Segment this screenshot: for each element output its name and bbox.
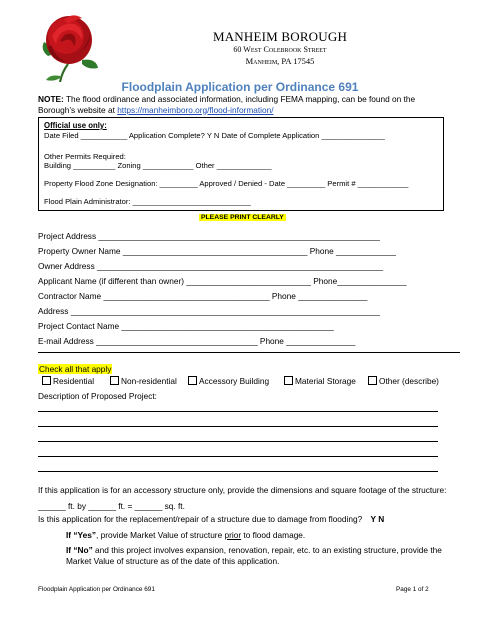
email-address-field[interactable]: E-mail Address ___________________________________ Phone _______________	[38, 336, 356, 346]
print-notice: PLEASE PRINT CLEARLY	[201, 214, 284, 221]
if-yes-prior: prior	[224, 530, 242, 540]
option-residential[interactable]	[42, 376, 94, 386]
project-contact-field[interactable]: Project Contact Name ______________________________________________	[38, 321, 334, 331]
if-no-instruction	[66, 545, 446, 567]
residential-checkbox[interactable]	[42, 376, 51, 385]
other-label: Other (describe)	[379, 376, 439, 386]
accessory-structure-text: If this application is for an accessory structure only, provide the dimensions and square footage of the structure: ______ ft. by ______ ft. = ______ sq. ft.	[38, 485, 447, 511]
property-owner-field[interactable]: Property Owner Name ________________________________________ Phone _____________	[38, 246, 397, 256]
form-title: Floodplain Application per Ordinance 691	[121, 80, 359, 94]
note-paragraph	[38, 94, 448, 115]
official-row-date: Date Filed ___________ Application Complete? Y N Date of Complete Application _______________	[44, 131, 385, 140]
section-divider	[38, 352, 460, 353]
if-yes-pre: , provide Market Value of structure	[95, 530, 225, 540]
rose-logo-icon	[38, 6, 100, 82]
website-link[interactable]: https://manheimboro.org/flood-information/	[117, 104, 274, 115]
description-line[interactable]	[38, 411, 438, 412]
non-residential-checkbox[interactable]	[110, 376, 119, 385]
address-line-2: Manheim, PA 17545	[245, 56, 315, 66]
if-yes-post: to flood damage.	[241, 530, 306, 540]
accessory-building-label: Accessory Building	[199, 376, 270, 386]
note-label: NOTE:	[38, 94, 64, 104]
description-line[interactable]	[38, 456, 438, 457]
accessory-building-checkbox[interactable]	[188, 376, 197, 385]
replacement-yn-choice[interactable]: Y N	[370, 514, 385, 524]
description-line[interactable]	[38, 426, 438, 427]
note-text: The flood ordinance and associated information, including FEMA mapping, can be found on the Borough’s website at	[38, 94, 416, 115]
footer-title: Floodplain Application per Ordinance 691	[38, 586, 155, 593]
material-storage-label: Material Storage	[295, 376, 356, 386]
description-line[interactable]	[38, 471, 438, 472]
material-storage-checkbox[interactable]	[284, 376, 293, 385]
other-checkbox[interactable]	[368, 376, 377, 385]
address-line-1: 60 West Colebrook Street	[233, 45, 327, 54]
if-no-label: If “No”	[66, 545, 93, 555]
if-yes-instruction	[66, 530, 446, 541]
official-row-permits: Building __________ Zoning ____________ Other _____________	[44, 161, 272, 170]
official-row-permits-label: Other Permits Required:	[44, 152, 126, 161]
official-row-zone: Property Flood Zone Designation: _________ Approved / Denied - Date _________ Permit # ____________	[44, 179, 409, 188]
option-non-residential[interactable]	[110, 376, 177, 386]
description-label: Description of Proposed Project:	[38, 391, 157, 401]
contractor-address-field[interactable]: Address ___________________________________________________________________	[38, 306, 380, 316]
applicant-name-field[interactable]: Applicant Name (if different than owner) ___________________________ Phone_______________	[38, 276, 407, 286]
option-accessory-building[interactable]	[188, 376, 269, 386]
if-yes-label: If “Yes”	[66, 530, 96, 540]
owner-address-field[interactable]: Owner Address ______________________________________________________________	[38, 261, 384, 271]
option-other[interactable]	[368, 376, 439, 386]
replacement-question: Is this application for the replacement/repair of a structure due to damage from flooding?	[38, 514, 363, 524]
if-no-text: and this project involves expansion, renovation, repair, etc. to an existing structure, provide the Market Value of structure as of the date of this application.	[66, 545, 442, 566]
contractor-name-field[interactable]: Contractor Name ____________________________________ Phone _______________	[38, 291, 368, 301]
replacement-question-line	[38, 514, 448, 525]
non-residential-label: Non-residential	[121, 376, 177, 386]
official-use-title: Official use only:	[44, 121, 107, 130]
description-line[interactable]	[38, 441, 438, 442]
check-all-label: Check all that apply	[39, 364, 112, 374]
option-material-storage[interactable]	[284, 376, 356, 386]
residential-label: Residential	[53, 376, 95, 386]
official-row-administrator: Flood Plain Administrator: ____________________________	[44, 197, 251, 206]
official-use-box	[38, 117, 444, 211]
footer-page-number: Page 1 of 2	[396, 586, 429, 593]
org-name: MANHEIM BOROUGH	[212, 29, 348, 44]
project-address-field[interactable]: Project Address _____________________________________________________________	[38, 231, 380, 241]
